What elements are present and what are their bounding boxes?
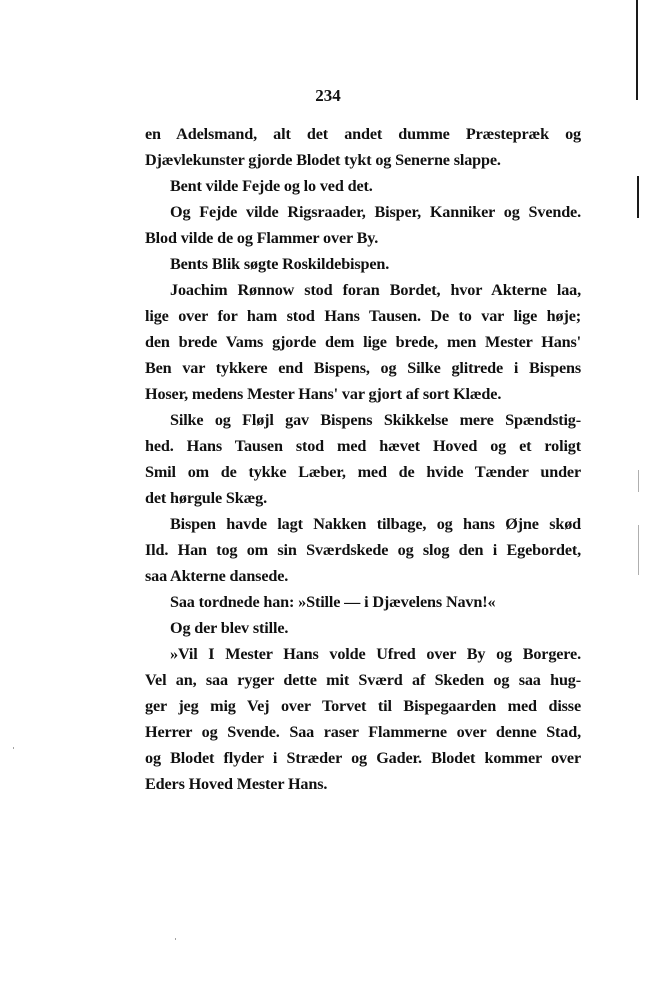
body-text [145, 121, 581, 797]
text-line: Ben var tykkere end Bispens, og Silke glitrede i Bispens [145, 359, 581, 377]
text-line: Hoser, medens Mester Hans' var gjort af sort Klæde. [145, 385, 502, 403]
text-line: Blod vilde de og Flammer over By. [145, 229, 379, 247]
text-line: »Vil I Mester Hans volde Ufred over By og Borgere. [170, 645, 581, 663]
text-line: Saa tordnede han: »Stille — i Djævelens Navn!« [170, 593, 496, 611]
text-line: Smil om de tykke Læber, med de hvide Tænder under [145, 463, 581, 481]
text-line: lige over for ham stod Hans Tausen. De to var lige høje; [145, 307, 581, 325]
text-line: det hørgule Skæg. [145, 489, 268, 507]
page-number: 234 [315, 86, 341, 105]
scan-edge-mark [638, 470, 639, 492]
text-line: saa Akterne dansede. [145, 567, 289, 585]
scan-speck [13, 747, 14, 749]
text-line: Og Fejde vilde Rigsraader, Bisper, Kanniker og Svende. [170, 203, 581, 221]
text-line: Bispen havde lagt Nakken tilbage, og hans Øjne skød [170, 515, 581, 533]
text-line: Bent vilde Fejde og lo ved det. [170, 177, 373, 195]
text-line: Silke og Fløjl gav Bispens Skikkelse mere Spændstig- [170, 411, 581, 429]
text-line: en Adelsmand, alt det andet dumme Præstepræk og [145, 125, 581, 143]
scan-speck [175, 938, 176, 940]
text-line: Herrer og Svende. Saa raser Flammerne over denne Stad, [145, 723, 581, 741]
text-line: Joachim Rønnow stod foran Bordet, hvor Akterne laa, [170, 281, 581, 299]
text-line: hed. Hans Tausen stod med hævet Hoved og et roligt [145, 437, 581, 455]
text-line: Og der blev stille. [170, 619, 289, 637]
text-line: ger jeg mig Vej over Torvet til Bispegaarden med disse [145, 697, 581, 715]
text-line: Djævlekunster gjorde Blodet tykt og Senerne slappe. [145, 151, 501, 169]
text-line: Vel an, saa ryger dette mit Sværd af Skeden og saa hug- [145, 671, 581, 689]
scan-edge-mark [636, 0, 638, 100]
text-line: Eders Hoved Mester Hans. [145, 775, 328, 793]
text-line: Bents Blik søgte Roskildebispen. [170, 255, 390, 273]
text-line: Ild. Han tog om sin Sværdskede og slog den i Egebordet, [145, 541, 581, 559]
text-line: og Blodet flyder i Stræder og Gader. Blodet kommer over [145, 749, 581, 767]
scan-edge-mark [637, 176, 639, 218]
text-line: den brede Vams gjorde dem lige brede, men Mester Hans' [145, 333, 581, 351]
scan-edge-mark [638, 525, 639, 575]
